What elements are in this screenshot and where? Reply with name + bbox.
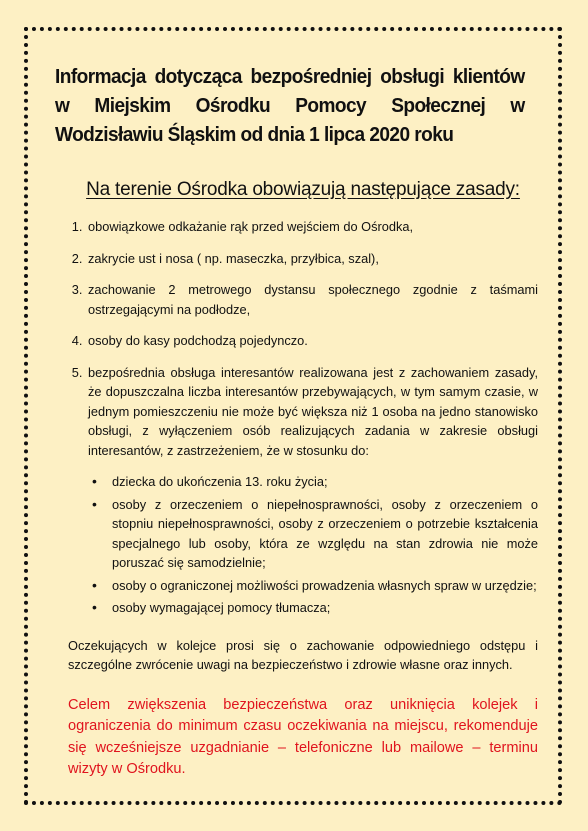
recommendation-text: Celem zwiększenia bezpieczeństwa oraz uniknięcia kolejek i ograniczenia do minimum czasu oczekiwania na miejscu, rekomenduje się wcześniejsze uzgadnianie – telefoniczne lub mailowe – terminu wizyty w Ośrodku. [68, 696, 538, 777]
rule-item [86, 249, 538, 269]
person-item: • osoby z orzeczeniem o niepełnosprawności, osoby z orzeczeniem o stopniu niepełnosprawności, osoby z orzeczeniem o potrzebie kształcenia specjalnego lub osoby, która ze względu na stan zdrowia nie może poruszać się samodzielnie; [110, 495, 538, 573]
rule-text: zakrycie ust i nosa ( np. maseczka, przyłbica, szal), [88, 250, 379, 266]
rule-item [86, 363, 538, 618]
rules-heading: Na terenie Ośrodka obowiązują następujące zasady: [86, 179, 520, 200]
persons-list [88, 472, 538, 618]
rule-item [86, 217, 538, 237]
rule-text: obowiązkowe odkażanie rąk przed wejściem do Ośrodka, [88, 219, 414, 234]
rule-item [86, 280, 538, 319]
notice-title: Informacja dotycząca bezpośredniej obsługi klientów w Miejskim Ośrodku Pomocy Społecznej w Wodzisławiu Śląskim od dnia 1 lipca 2020 roku [55, 65, 525, 146]
queue-note: Oczekujących w kolejce prosi się o zachowanie odpowiedniego odstępu i szczególne zwrócenie uwagi na bezpieczeństwo i zdrowie własne oraz innych. [68, 637, 538, 672]
rule-text: osoby do kasy podchodzą pojedynczo. [88, 333, 308, 348]
rules-list [68, 217, 538, 618]
notice-content [55, 62, 538, 781]
person-item: • dziecka do ukończenia 13. roku życia; [110, 472, 538, 492]
rule-text: bezpośrednia obsługa interesantów realizowana jest z zachowaniem zasady, że dopuszczalna liczba interesantów przebywających, w tym samym czasie, w jednym pomieszczeniu nie może być większa niż 1 osoba na jedno stanowisko obsługi, z wyłączeniem osób realizujących zadania w zakresie obsługi interesantów, z zastrzeżeniem, że w stosunku do: [88, 364, 538, 458]
rule-item [86, 331, 538, 351]
person-item: • osoby o ograniczonej możliwości prowadzenia własnych spraw w urzędzie; [110, 576, 538, 596]
rule-text: zachowanie 2 metrowego dystansu społecznego zgodnie z taśmami ostrzegającymi na podłodze, [88, 282, 538, 317]
person-item: • osoby wymagającej pomocy tłumacza; [110, 598, 538, 618]
